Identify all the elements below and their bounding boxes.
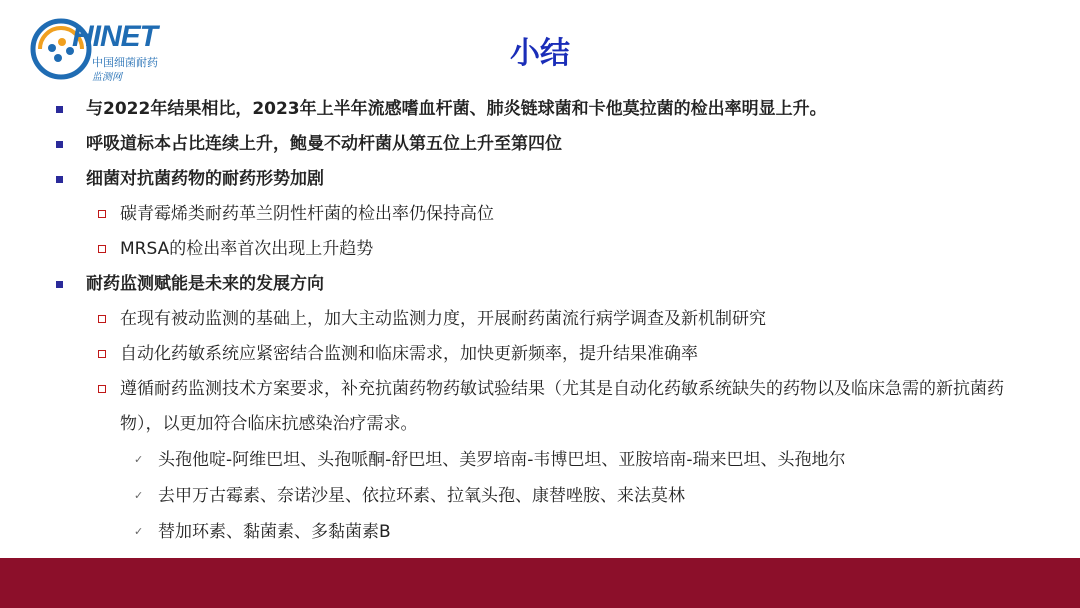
checkmark-icon: ✓ bbox=[134, 525, 144, 538]
sub-list-item bbox=[48, 197, 1038, 232]
list-item bbox=[48, 162, 1038, 197]
list-item-text: 在现有被动监测的基础上，加大主动监测力度，开展耐药菌流行病学调查及新机制研究 bbox=[120, 309, 766, 329]
list-item-text: 呼吸道标本占比连续上升，鲍曼不动杆菌从第五位上升至第四位 bbox=[86, 134, 562, 154]
hollow-square-bullet-icon bbox=[98, 315, 106, 323]
list-item-text: 头孢他啶-阿维巴坦、头孢哌酮-舒巴坦、美罗培南-韦博巴坦、亚胺培南-瑞来巴坦、头孢地尔 bbox=[158, 450, 846, 470]
checkmark-icon: ✓ bbox=[134, 453, 144, 466]
check-list-item bbox=[48, 478, 1038, 514]
footer-band bbox=[0, 558, 1080, 608]
square-bullet-icon bbox=[56, 106, 63, 113]
list-item-text: 替加环素、黏菌素、多黏菌素B bbox=[158, 522, 391, 542]
sub-list-item bbox=[48, 302, 1038, 337]
list-item-text: MRSA的检出率首次出现上升趋势 bbox=[120, 239, 374, 259]
slide-title: 小结 bbox=[510, 36, 570, 71]
check-list-item bbox=[48, 442, 1038, 478]
hollow-square-bullet-icon bbox=[98, 385, 106, 393]
logo-brand: HINET bbox=[72, 20, 157, 53]
logo-subtitle-2: 监测网 bbox=[92, 72, 122, 83]
sub-list-item bbox=[48, 337, 1038, 372]
list-item bbox=[48, 92, 1038, 127]
hollow-square-bullet-icon bbox=[98, 350, 106, 358]
list-item bbox=[48, 127, 1038, 162]
list-item bbox=[48, 267, 1038, 302]
list-item-text: 与2022年结果相比，2023年上半年流感嗜血杆菌、肺炎链球菌和卡他莫拉菌的检出率明显上升。 bbox=[86, 99, 827, 119]
hollow-square-bullet-icon bbox=[98, 210, 106, 218]
sub-list-item bbox=[48, 372, 1038, 442]
list-item-text: 细菌对抗菌药物的耐药形势加剧 bbox=[86, 169, 324, 189]
square-bullet-icon bbox=[56, 281, 63, 288]
list-item-text: 自动化药敏系统应紧密结合监测和临床需求，加快更新频率，提升结果准确率 bbox=[120, 344, 698, 364]
square-bullet-icon bbox=[56, 141, 63, 148]
sub-list-item bbox=[48, 232, 1038, 267]
check-list-item bbox=[48, 514, 1038, 550]
summary-list bbox=[48, 92, 1038, 550]
list-item-text: 耐药监测赋能是未来的发展方向 bbox=[86, 274, 324, 294]
checkmark-icon: ✓ bbox=[134, 489, 144, 502]
list-item-text: 遵循耐药监测技术方案要求，补充抗菌药物药敏试验结果（尤其是自动化药敏系统缺失的药物以及临床急需的新抗菌药物），以更加符合临床抗感染治疗需求。 bbox=[120, 379, 1004, 434]
hollow-square-bullet-icon bbox=[98, 245, 106, 253]
logo-subtitle: 中国细菌耐药 bbox=[92, 56, 158, 69]
list-item-text: 碳青霉烯类耐药革兰阴性杆菌的检出率仍保持高位 bbox=[120, 204, 494, 224]
square-bullet-icon bbox=[56, 176, 63, 183]
list-item-text: 去甲万古霉素、奈诺沙星、依拉环素、拉氧头孢、康替唑胺、来法莫林 bbox=[158, 486, 685, 506]
